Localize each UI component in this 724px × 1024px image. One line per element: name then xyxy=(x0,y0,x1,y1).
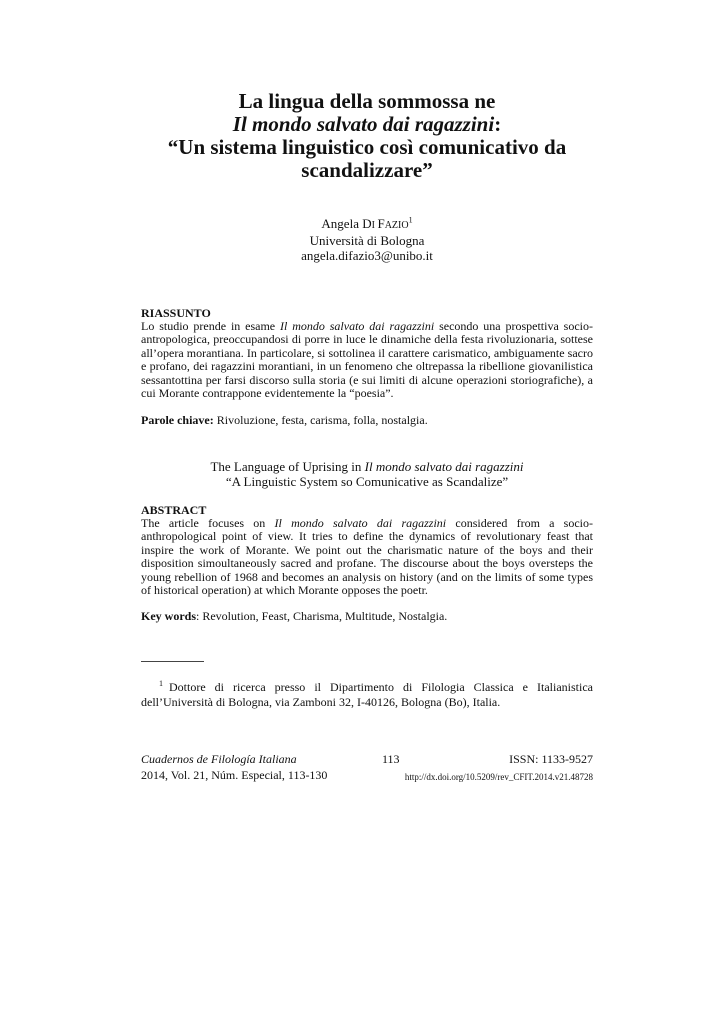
riassunto-text: Lo studio prende in esame Il mondo salvato dai ragazzini secondo una prospettiva socio-antropologica, preoccupandosi di porre in luce le dinamiche della festa rivoluzionaria, sottese all’opera morantiana. In particolare, si sottolinea il carattere carismatico, ambiguamente sacro e profano, dei ragazzini morantiani, in un fenomeno che oltrepassa la ribellione giovanilistica sessantottina per farsi discorso sulla storia (e sui limiti di alcune operazioni storiografiche), a cui Morante contrappone evidentemente la “poesia”. xyxy=(141,319,594,401)
riassunto-heading: RIASSUNTO xyxy=(141,306,211,320)
key-words: Key words: Revolution, Feast, Charisma, Multitude, Nostalgia. xyxy=(141,609,448,624)
author-block xyxy=(141,216,593,263)
title-line-2: Il mondo salvato dai ragazzini: xyxy=(232,112,502,136)
author-email: angela.difazio3@unibo.it xyxy=(301,248,433,263)
title-italic-work: Il mondo salvato dai ragazzini xyxy=(232,112,495,136)
footnote: $^1$ Dottore di ricerca presso il Dipartimento di Filologia Classica e Italianistica dell’Università di Bologna, via Zamboni 32, I-40126, Bologna (Bo), Italia. xyxy=(141,679,593,709)
author-affiliation: Università di Bologna xyxy=(309,233,425,248)
title-line-1: La lingua della sommossa ne xyxy=(238,89,496,113)
english-title xyxy=(141,459,593,489)
riassunto-section xyxy=(141,307,593,427)
page-number: 113 xyxy=(382,752,400,766)
volume-info: 2014, Vol. 21, Núm. Especial, 113-130 xyxy=(141,768,328,782)
doi-link[interactable]: http://dx.doi.org/10.5209/rev_CFIT.2014.v21.48728 xyxy=(404,772,593,782)
footnote-mark: 1 xyxy=(408,215,413,225)
footnote-separator xyxy=(141,661,204,662)
english-title-line-2: “A Linguistic System so Comunicative as Scandalize” xyxy=(225,474,509,489)
author-name: Angela DI FAZIO$^1$ xyxy=(321,215,413,231)
title-line-4: scandalizzare” xyxy=(301,158,433,182)
parole-chiave: Parole chiave: Rivoluzione, festa, carisma, folla, nostalgia. xyxy=(141,413,428,428)
title-line-3: “Un sistema linguistico così comunicativo da xyxy=(167,135,567,159)
abstract-section xyxy=(141,504,593,623)
abstract-text: The article focuses on Il mondo salvato dai ragazzini considered from a socio-anthropological point of view. It tries to define the dynamics of revolutionary feast that inspire the work of Morante. We point out the charismatic nature of the boys and their disposition simoultaneously sacred and profane. The discourse about the boys oversteps the young rebellion of 1968 and becomes an analysis on history (and on the limits of some types of historical operation) at which Morante opposes the poetr. xyxy=(141,516,594,598)
journal-name: Cuadernos de Filología Italiana xyxy=(141,752,297,766)
paper-title xyxy=(141,90,593,182)
english-title-line-1: The Language of Uprising in Il mondo salvato dai ragazzini xyxy=(210,459,524,474)
issn: ISSN: 1133-9527 xyxy=(509,752,593,766)
page-footer xyxy=(141,751,593,783)
abstract-heading: ABSTRACT xyxy=(141,503,207,517)
footnote-number: 1 xyxy=(159,679,163,688)
